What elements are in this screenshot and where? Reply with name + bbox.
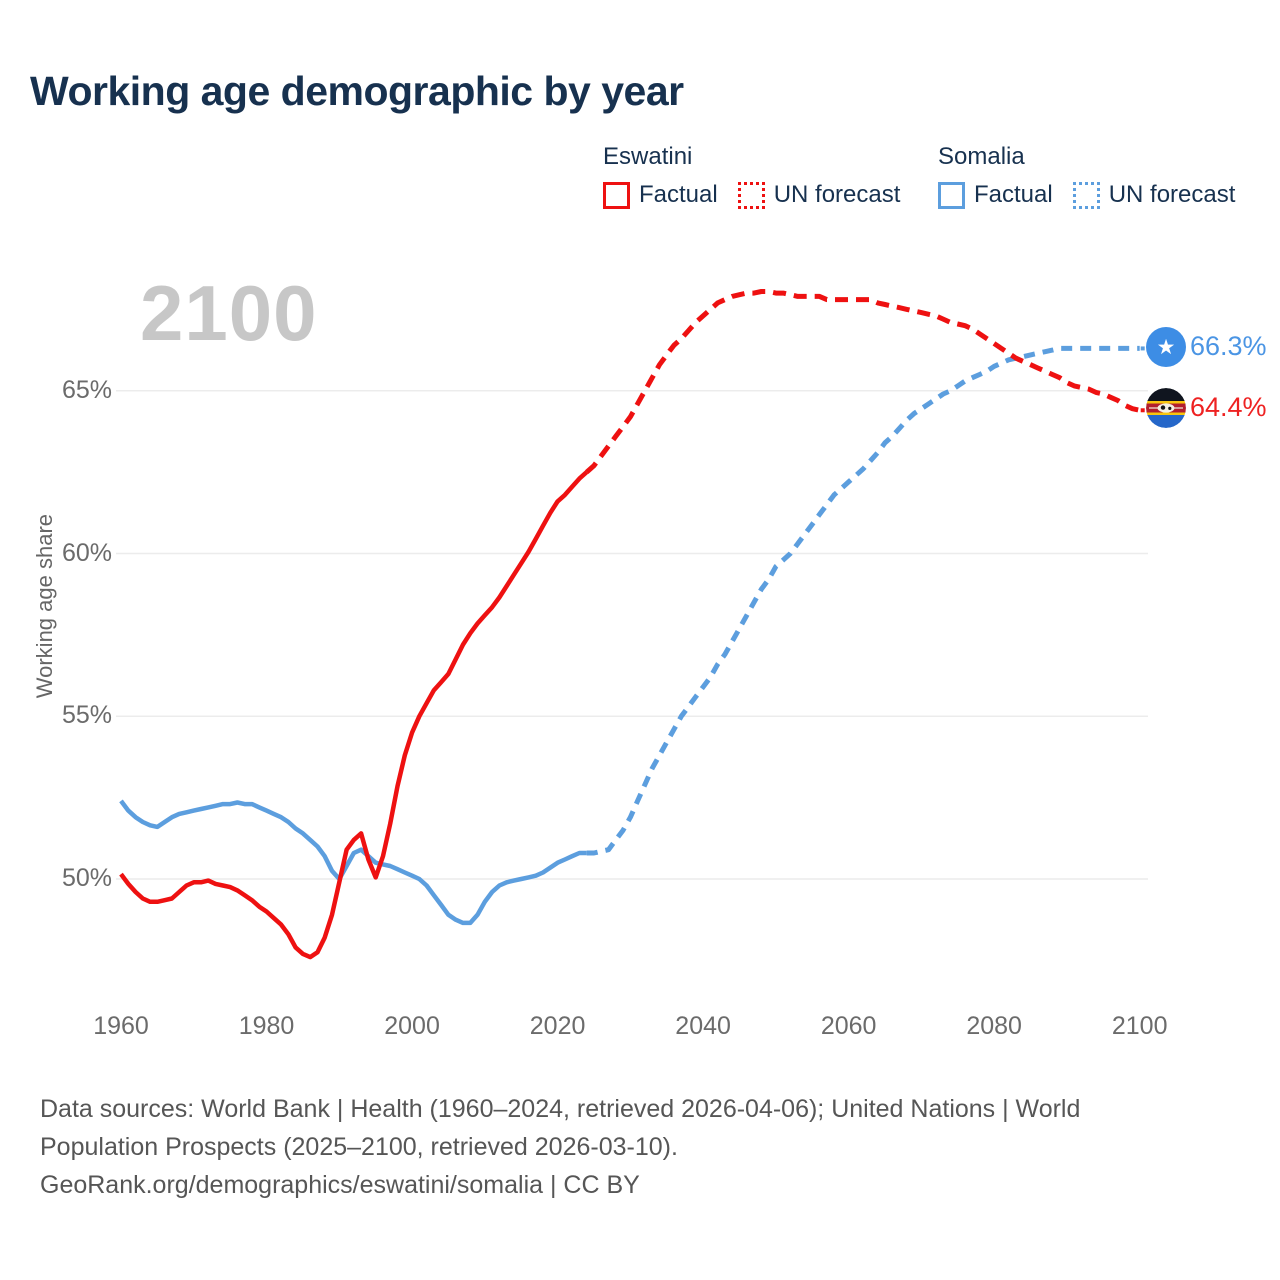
data-sources-note (40, 1090, 1080, 1204)
legend-label: Factual (974, 181, 1053, 208)
x-tick-label: 1960 (93, 1012, 149, 1040)
somalia-forecast-swatch-icon (1073, 182, 1100, 209)
x-tick-label: 2080 (966, 1012, 1022, 1040)
x-tick-label: 1980 (238, 1012, 295, 1040)
legend-item-eswatini-factual (603, 181, 718, 209)
x-tick-label: 2100 (1111, 1012, 1168, 1040)
legend-item-somalia-factual (938, 181, 1053, 209)
legend-item-eswatini-forecast (738, 181, 901, 209)
eswatini-factual-line (121, 472, 587, 957)
legend-label: UN forecast (773, 181, 901, 208)
y-tick-label: 50% (61, 864, 112, 892)
x-tick-label: 2040 (675, 1012, 731, 1040)
somalia-flag-icon (1146, 327, 1186, 367)
eswatini-flag-icon (1146, 388, 1186, 428)
data-sources-line: Population Prospects (2025–2100, retrieved 2026-03-10). (40, 1133, 678, 1161)
somalia-end-value-label: 66.3% (1190, 331, 1267, 361)
attribution-line: GeoRank.org/demographics/eswatini/somalia | CC BY (40, 1171, 640, 1199)
data-sources-line: Data sources: World Bank | Health (1960–2024, retrieved 2026-04-06); United Nations | World (40, 1095, 1081, 1123)
watermark-year: 2100 (140, 269, 318, 357)
legend-group-eswatini (603, 143, 900, 209)
somalia-factual-line (121, 801, 587, 923)
x-tick-label: 2060 (820, 1012, 877, 1040)
y-tick-label: 65% (61, 375, 112, 404)
legend-header-somalia: Somalia (938, 143, 1025, 170)
y-tick-label: 60% (61, 538, 112, 567)
somalia-factual-swatch-icon (938, 182, 965, 209)
eswatini-end-value-label: 64.4% (1190, 392, 1267, 422)
page-title: Working age demographic by year (30, 68, 684, 114)
eswatini-forecast-swatch-icon (738, 182, 765, 209)
legend-header-eswatini: Eswatini (603, 143, 693, 170)
y-tick-label: 55% (61, 701, 112, 730)
legend-item-somalia-forecast (1073, 181, 1236, 209)
x-tick-label: 2000 (384, 1012, 440, 1040)
eswatini-factual-swatch-icon (603, 182, 630, 209)
somalia-star-icon: ★ (1156, 335, 1176, 359)
eswatini-forecast-line (587, 292, 1140, 473)
y-axis-title: Working age share (32, 514, 57, 699)
legend-group-somalia (938, 143, 1235, 209)
x-tick-label: 2020 (529, 1012, 586, 1040)
legend-label: Factual (639, 181, 718, 208)
somalia-forecast-line (587, 348, 1140, 853)
legend-label: UN forecast (1108, 181, 1236, 208)
